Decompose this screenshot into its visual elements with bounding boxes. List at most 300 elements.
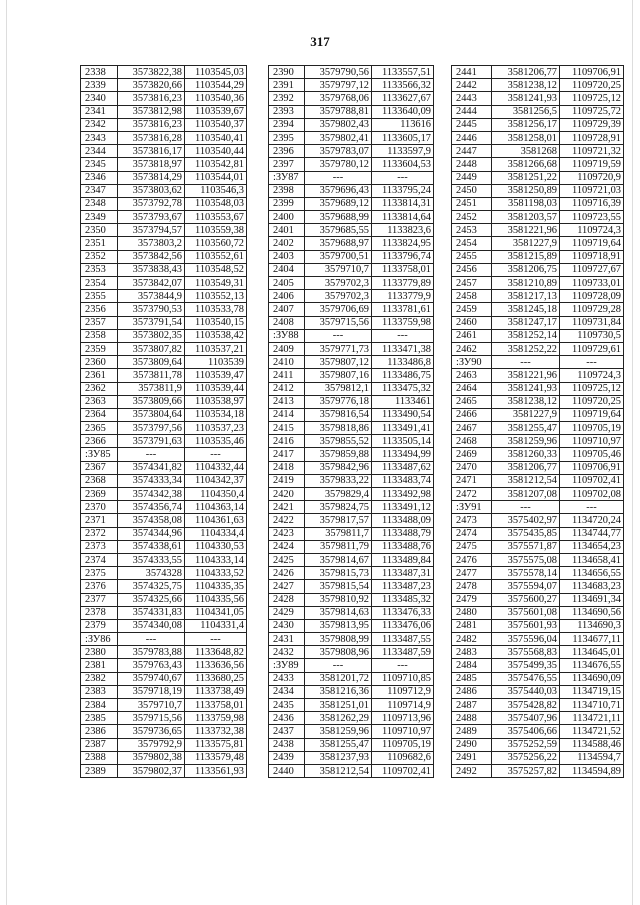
table-row [452, 250, 624, 263]
table-row [452, 514, 624, 527]
y-coordinate-cell: 1103540,44 [185, 145, 247, 158]
table-row [269, 105, 434, 118]
y-coordinate-cell: 1109710,97 [372, 725, 434, 738]
x-coordinate-cell: 3575594,07 [492, 580, 560, 593]
x-coordinate-cell: 3581258,01 [492, 131, 560, 144]
x-coordinate-cell: 3573793,67 [118, 211, 185, 224]
y-coordinate-cell: 1104335,35 [185, 580, 247, 593]
point-number-cell: 2434 [269, 685, 305, 698]
table-row [452, 606, 624, 619]
y-coordinate-cell: 1133487,59 [372, 646, 434, 659]
x-coordinate-cell: 3579776,18 [305, 395, 372, 408]
y-coordinate-cell: 1103540,41 [185, 131, 247, 144]
x-coordinate-cell: 3575256,22 [492, 751, 560, 764]
point-number-cell: 2368 [81, 474, 118, 487]
x-coordinate-cell: 3575406,66 [492, 725, 560, 738]
table-row [81, 237, 247, 250]
table-row [269, 158, 434, 171]
point-number-cell: 2477 [452, 567, 492, 580]
table-row [269, 461, 434, 474]
point-number-cell: 2386 [81, 725, 118, 738]
x-coordinate-cell: 3579811,79 [305, 540, 372, 553]
y-coordinate-cell: 1109721,03 [560, 184, 624, 197]
point-number-cell: 2452 [452, 211, 492, 224]
y-coordinate-cell: 1133471,38 [372, 342, 434, 355]
point-number-cell: 2414 [269, 408, 305, 421]
point-number-cell: 2355 [81, 290, 118, 303]
x-coordinate-cell: 3573802,35 [118, 329, 185, 342]
x-coordinate-cell: 3573842,56 [118, 250, 185, 263]
point-number-cell: 2445 [452, 118, 492, 131]
table-row [81, 580, 247, 593]
y-coordinate-cell: 1133485,32 [372, 593, 434, 606]
y-coordinate-cell: 1103559,38 [185, 224, 247, 237]
point-number-cell: 2366 [81, 435, 118, 448]
x-coordinate-cell: 3581206,77 [492, 66, 560, 79]
point-number-cell: 2466 [452, 408, 492, 421]
x-coordinate-cell: 3581252,22 [492, 342, 560, 355]
y-coordinate-cell: 1103542,81 [185, 158, 247, 171]
x-coordinate-cell: 3581210,89 [492, 277, 560, 290]
x-coordinate-cell: 3575407,96 [492, 712, 560, 725]
y-coordinate-cell: 1134588,46 [560, 738, 624, 751]
y-coordinate-cell: 1103535,46 [185, 435, 247, 448]
x-coordinate-cell: 3579802,43 [305, 118, 372, 131]
table-row [452, 237, 624, 250]
y-coordinate-cell: 1133491,12 [372, 501, 434, 514]
table-row [452, 79, 624, 92]
table-row [81, 356, 247, 369]
section-header-row [269, 171, 434, 184]
y-coordinate-cell: 1103548,52 [185, 263, 247, 276]
x-coordinate-cell: 3574325,75 [118, 580, 185, 593]
x-coordinate-cell: 3573809,64 [118, 356, 185, 369]
table-row [452, 303, 624, 316]
table-row [81, 329, 247, 342]
x-coordinate-cell: 3573822,38 [118, 66, 185, 79]
x-coordinate-cell: 3581206,75 [492, 263, 560, 276]
table-row [81, 685, 247, 698]
y-coordinate-cell: 1109719,64 [560, 408, 624, 421]
point-number-cell: 2459 [452, 303, 492, 316]
point-number-cell: 2391 [269, 79, 305, 92]
table-row [452, 435, 624, 448]
point-number-cell: 2364 [81, 408, 118, 421]
point-number-cell: 2347 [81, 184, 118, 197]
point-number-cell: 2371 [81, 514, 118, 527]
point-number-cell: 2423 [269, 527, 305, 540]
point-number-cell: 2469 [452, 448, 492, 461]
y-coordinate-cell: 1103552,13 [185, 290, 247, 303]
x-coordinate-cell: 3579792,9 [118, 738, 185, 751]
y-coordinate-cell: 1133561,93 [185, 764, 247, 777]
point-number-cell: :ЗУ89 [269, 659, 305, 672]
y-coordinate-cell: 1109725,12 [560, 382, 624, 395]
table-row [452, 699, 624, 712]
y-coordinate-cell: 1133759,98 [185, 712, 247, 725]
point-number-cell: 2461 [452, 329, 492, 342]
point-number-cell: 2384 [81, 699, 118, 712]
x-coordinate-cell: 3573816,17 [118, 145, 185, 158]
point-number-cell: 2490 [452, 738, 492, 751]
y-coordinate-cell: 1109720,25 [560, 79, 624, 92]
point-number-cell: 2407 [269, 303, 305, 316]
table-row [81, 118, 247, 131]
x-coordinate-cell: 3573792,78 [118, 197, 185, 210]
x-coordinate-cell: 3579710,7 [118, 699, 185, 712]
point-number-cell: 2363 [81, 395, 118, 408]
point-number-cell: 2359 [81, 342, 118, 355]
y-coordinate-cell: 1133489,84 [372, 553, 434, 566]
point-number-cell: 2480 [452, 606, 492, 619]
y-coordinate-cell: 1134594,89 [560, 764, 624, 777]
x-coordinate-cell: 3573811,9 [118, 382, 185, 395]
y-coordinate-cell: 1103538,42 [185, 329, 247, 342]
point-number-cell: 2482 [452, 633, 492, 646]
x-coordinate-cell: --- [305, 329, 372, 342]
y-coordinate-cell: 1109724,3 [560, 369, 624, 382]
y-coordinate-cell: 1134645,01 [560, 646, 624, 659]
table-row [452, 672, 624, 685]
y-coordinate-cell: 1133490,54 [372, 408, 434, 421]
table-row [269, 553, 434, 566]
x-coordinate-cell: 3579816,54 [305, 408, 372, 421]
x-coordinate-cell: 3579817,57 [305, 514, 372, 527]
y-coordinate-cell: 1134690,09 [560, 672, 624, 685]
point-number-cell: 2411 [269, 369, 305, 382]
section-header-row [81, 633, 247, 646]
x-coordinate-cell: 3575499,35 [492, 659, 560, 672]
x-coordinate-cell: 3579788,81 [305, 105, 372, 118]
y-coordinate-cell: 1133488,09 [372, 514, 434, 527]
table-row [452, 408, 624, 421]
x-coordinate-cell: 3581206,77 [492, 461, 560, 474]
y-coordinate-cell: 1109728,91 [560, 131, 624, 144]
x-coordinate-cell: 3573838,43 [118, 263, 185, 276]
table-row [452, 422, 624, 435]
point-number-cell: 2448 [452, 158, 492, 171]
x-coordinate-cell: 3579768,06 [305, 92, 372, 105]
table-row [452, 646, 624, 659]
y-coordinate-cell: 1109702,41 [372, 764, 434, 777]
table-row [269, 606, 434, 619]
y-coordinate-cell: 1103539,67 [185, 105, 247, 118]
x-coordinate-cell: 3579855,52 [305, 435, 372, 448]
y-coordinate-cell: 1103540,15 [185, 316, 247, 329]
point-number-cell: 2437 [269, 725, 305, 738]
point-number-cell: 2396 [269, 145, 305, 158]
table-row [452, 685, 624, 698]
point-number-cell: 2385 [81, 712, 118, 725]
x-coordinate-cell: 3579824,75 [305, 501, 372, 514]
y-coordinate-cell: 1133505,14 [372, 435, 434, 448]
y-coordinate-cell: 1109702,08 [560, 488, 624, 501]
x-coordinate-cell: 3579808,99 [305, 633, 372, 646]
y-coordinate-cell: 1133461 [372, 395, 434, 408]
y-coordinate-cell: 1109721,32 [560, 145, 624, 158]
y-coordinate-cell: 1103553,67 [185, 211, 247, 224]
table-row [81, 382, 247, 395]
coordinates-table-right [451, 65, 624, 778]
table-row [81, 290, 247, 303]
table-row [81, 712, 247, 725]
point-number-cell: 2412 [269, 382, 305, 395]
x-coordinate-cell: 3581259,96 [492, 435, 560, 448]
x-coordinate-cell: 3575402,97 [492, 514, 560, 527]
y-coordinate-cell: 1109706,91 [560, 461, 624, 474]
table-row [269, 435, 434, 448]
y-coordinate-cell: 1133475,32 [372, 382, 434, 395]
table-row [269, 79, 434, 92]
table-row [269, 646, 434, 659]
point-number-cell: 2418 [269, 461, 305, 474]
x-coordinate-cell: 3581216,36 [305, 685, 372, 698]
x-coordinate-cell: 3579710,7 [305, 263, 372, 276]
x-coordinate-cell: 3579842,96 [305, 461, 372, 474]
table-row [452, 329, 624, 342]
y-coordinate-cell: 1133486,75 [372, 369, 434, 382]
y-coordinate-cell: 1133781,61 [372, 303, 434, 316]
x-coordinate-cell: 3579700,51 [305, 250, 372, 263]
point-number-cell: 2484 [452, 659, 492, 672]
y-coordinate-cell: 1109729,61 [560, 342, 624, 355]
x-coordinate-cell: 3579702,3 [305, 277, 372, 290]
x-coordinate-cell: 3579736,65 [118, 725, 185, 738]
table-row [269, 672, 434, 685]
x-coordinate-cell: 3581250,89 [492, 184, 560, 197]
y-coordinate-cell: 1134654,23 [560, 540, 624, 553]
y-coordinate-cell: 1104363,14 [185, 501, 247, 514]
x-coordinate-cell: 3579706,69 [305, 303, 372, 316]
y-coordinate-cell: 1109727,67 [560, 263, 624, 276]
point-number-cell: 2450 [452, 184, 492, 197]
y-coordinate-cell: 1133779,89 [372, 277, 434, 290]
x-coordinate-cell: 3581207,08 [492, 488, 560, 501]
scan-edge-line [6, 0, 7, 905]
table-row [452, 66, 624, 79]
table-row [81, 408, 247, 421]
table-row [81, 501, 247, 514]
section-header-row [81, 448, 247, 461]
x-coordinate-cell: 3579814,63 [305, 606, 372, 619]
x-coordinate-cell: 3575571,87 [492, 540, 560, 553]
point-number-cell: 2413 [269, 395, 305, 408]
y-coordinate-cell: 1103533,78 [185, 303, 247, 316]
y-coordinate-cell: 1104331,4 [185, 619, 247, 632]
x-coordinate-cell: 3581203,57 [492, 211, 560, 224]
point-number-cell: 2473 [452, 514, 492, 527]
point-number-cell: 2352 [81, 250, 118, 263]
y-coordinate-cell: 1109725,72 [560, 105, 624, 118]
table-row [269, 66, 434, 79]
table-row [81, 764, 247, 777]
y-coordinate-cell: 1103545,03 [185, 66, 247, 79]
y-coordinate-cell: 1103549,31 [185, 277, 247, 290]
table-row [452, 461, 624, 474]
x-coordinate-cell: 3579718,19 [118, 685, 185, 698]
point-number-cell: 2379 [81, 619, 118, 632]
x-coordinate-cell: 3579763,43 [118, 659, 185, 672]
table-row [81, 171, 247, 184]
point-number-cell: 2395 [269, 131, 305, 144]
x-coordinate-cell: --- [305, 171, 372, 184]
table-row [81, 158, 247, 171]
point-number-cell: 2431 [269, 633, 305, 646]
table-row [452, 184, 624, 197]
x-coordinate-cell: 3581238,12 [492, 395, 560, 408]
table-row [452, 580, 624, 593]
point-number-cell: 2409 [269, 342, 305, 355]
x-coordinate-cell: 3579685,55 [305, 224, 372, 237]
x-coordinate-cell: 3573809,66 [118, 395, 185, 408]
x-coordinate-cell: 3579812,1 [305, 382, 372, 395]
point-number-cell: 2339 [81, 79, 118, 92]
point-number-cell: 2436 [269, 712, 305, 725]
y-coordinate-cell: 1109724,3 [560, 224, 624, 237]
y-coordinate-cell: 1134710,71 [560, 699, 624, 712]
point-number-cell: 2399 [269, 197, 305, 210]
point-number-cell: 2474 [452, 527, 492, 540]
y-coordinate-cell: 1104335,56 [185, 593, 247, 606]
y-coordinate-cell: 1104341,05 [185, 606, 247, 619]
x-coordinate-cell: 3573797,56 [118, 422, 185, 435]
point-number-cell: 2424 [269, 540, 305, 553]
x-coordinate-cell: 3581259,96 [305, 725, 372, 738]
table-row [81, 646, 247, 659]
point-number-cell: 2478 [452, 580, 492, 593]
x-coordinate-cell: 3581237,93 [305, 751, 372, 764]
table-row [269, 764, 434, 777]
x-coordinate-cell: 3574325,66 [118, 593, 185, 606]
x-coordinate-cell: 3574328 [118, 567, 185, 580]
x-coordinate-cell: 3581251,22 [492, 171, 560, 184]
table-row [81, 224, 247, 237]
y-coordinate-cell: 1109710,85 [372, 672, 434, 685]
point-number-cell: 2358 [81, 329, 118, 342]
y-coordinate-cell: 1103537,21 [185, 342, 247, 355]
y-coordinate-cell: 1103537,23 [185, 422, 247, 435]
table-row [269, 540, 434, 553]
point-number-cell: 2389 [81, 764, 118, 777]
table-row [269, 593, 434, 606]
y-coordinate-cell: 1103544,01 [185, 171, 247, 184]
point-number-cell: 2472 [452, 488, 492, 501]
x-coordinate-cell: 3579815,54 [305, 580, 372, 593]
y-coordinate-cell: 1133566,32 [372, 79, 434, 92]
x-coordinate-cell: --- [118, 633, 185, 646]
table-row [269, 342, 434, 355]
y-coordinate-cell: 1103540,37 [185, 118, 247, 131]
x-coordinate-cell: 3573803,2 [118, 237, 185, 250]
y-coordinate-cell: 1109729,28 [560, 303, 624, 316]
x-coordinate-cell: 3579715,56 [305, 316, 372, 329]
y-coordinate-cell: --- [185, 633, 247, 646]
point-number-cell: :ЗУ87 [269, 171, 305, 184]
point-number-cell: 2442 [452, 79, 492, 92]
table-row [452, 263, 624, 276]
point-number-cell: 2416 [269, 435, 305, 448]
point-number-cell: 2454 [452, 237, 492, 250]
point-number-cell: 2372 [81, 527, 118, 540]
table-row [452, 105, 624, 118]
x-coordinate-cell: 3579771,73 [305, 342, 372, 355]
x-coordinate-cell: 3575596,04 [492, 633, 560, 646]
y-coordinate-cell: 1133476,06 [372, 619, 434, 632]
x-coordinate-cell: 3581256,17 [492, 118, 560, 131]
y-coordinate-cell: 1103540,36 [185, 92, 247, 105]
table-row [269, 501, 434, 514]
x-coordinate-cell: 3573844,9 [118, 290, 185, 303]
y-coordinate-cell: 1109705,19 [560, 422, 624, 435]
y-coordinate-cell: 1109730,5 [560, 329, 624, 342]
x-coordinate-cell: --- [118, 448, 185, 461]
y-coordinate-cell: 1134719,15 [560, 685, 624, 698]
y-coordinate-cell: --- [560, 501, 624, 514]
y-coordinate-cell: 1109705,46 [560, 448, 624, 461]
table-row [81, 725, 247, 738]
x-coordinate-cell: 3573811,78 [118, 369, 185, 382]
x-coordinate-cell: 3573820,66 [118, 79, 185, 92]
point-number-cell: 2376 [81, 580, 118, 593]
x-coordinate-cell: 3579808,96 [305, 646, 372, 659]
scan-edge-line [632, 0, 633, 905]
point-number-cell: 2340 [81, 92, 118, 105]
y-coordinate-cell: 1133494,99 [372, 448, 434, 461]
x-coordinate-cell: 3574338,61 [118, 540, 185, 553]
table-row [452, 118, 624, 131]
point-number-cell: 2365 [81, 422, 118, 435]
table-row [81, 79, 247, 92]
point-number-cell: 2369 [81, 488, 118, 501]
table-row [81, 250, 247, 263]
y-coordinate-cell: --- [372, 329, 434, 342]
y-coordinate-cell: 1103534,18 [185, 408, 247, 421]
table-row [269, 211, 434, 224]
y-coordinate-cell: 1133758,01 [372, 263, 434, 276]
x-coordinate-cell: 3579689,12 [305, 197, 372, 210]
x-coordinate-cell: 3573790,53 [118, 303, 185, 316]
point-number-cell: 2456 [452, 263, 492, 276]
point-number-cell: 2346 [81, 171, 118, 184]
x-coordinate-cell: 3574331,83 [118, 606, 185, 619]
y-coordinate-cell: 1134720,24 [560, 514, 624, 527]
table-row [269, 408, 434, 421]
point-number-cell: 2464 [452, 382, 492, 395]
x-coordinate-cell: 3581262,29 [305, 712, 372, 725]
y-coordinate-cell: 1133759,98 [372, 316, 434, 329]
y-coordinate-cell: 1133605,17 [372, 131, 434, 144]
point-number-cell: 2433 [269, 672, 305, 685]
point-number-cell: 2465 [452, 395, 492, 408]
x-coordinate-cell: 3575252,59 [492, 738, 560, 751]
x-coordinate-cell: 3579815,73 [305, 567, 372, 580]
x-coordinate-cell: 3579859,88 [305, 448, 372, 461]
y-coordinate-cell: 1133488,79 [372, 527, 434, 540]
y-coordinate-cell: 1134683,23 [560, 580, 624, 593]
point-number-cell: 2383 [81, 685, 118, 698]
table-row [452, 619, 624, 632]
y-coordinate-cell: 1133557,51 [372, 66, 434, 79]
point-number-cell: 2381 [81, 659, 118, 672]
y-coordinate-cell: 1133636,56 [185, 659, 247, 672]
table-row [269, 751, 434, 764]
x-coordinate-cell: 3579802,41 [305, 131, 372, 144]
table-row [81, 593, 247, 606]
x-coordinate-cell: 3579802,38 [118, 751, 185, 764]
table-row [81, 659, 247, 672]
point-number-cell: 2479 [452, 593, 492, 606]
point-number-cell: 2362 [81, 382, 118, 395]
